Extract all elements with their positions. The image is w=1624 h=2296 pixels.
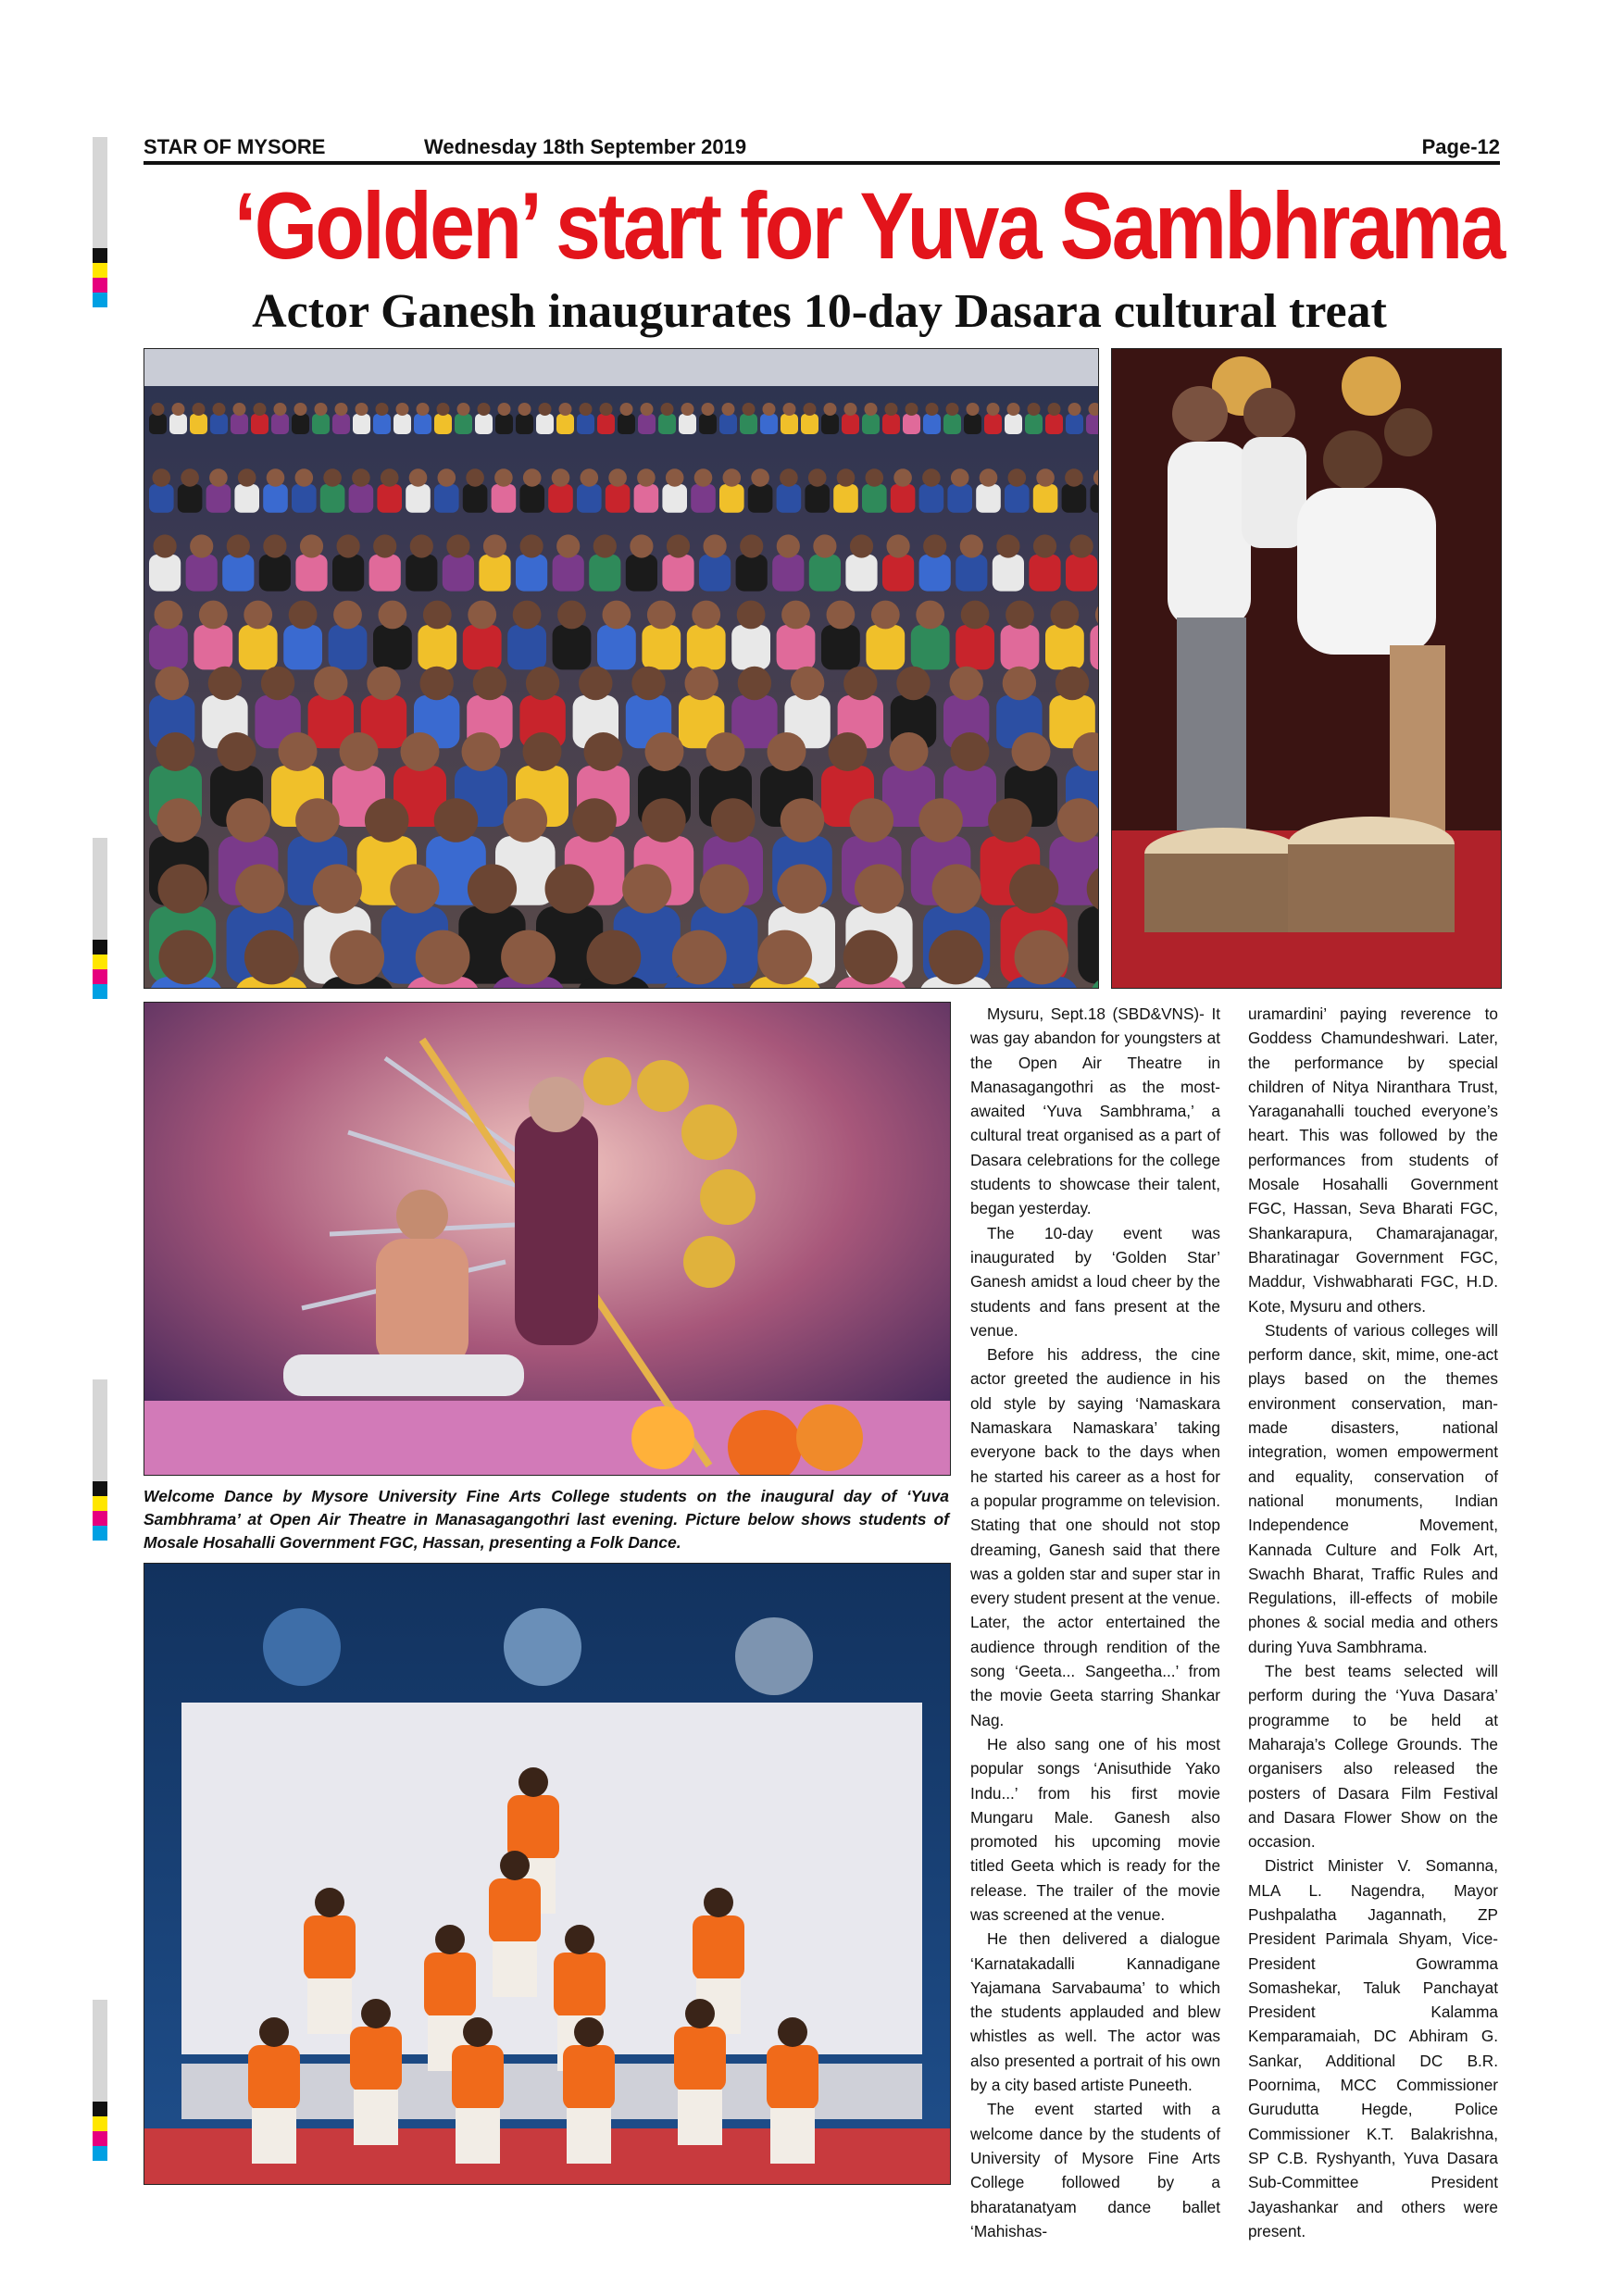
article-paragraph: He also sang one of his most popular songs ‘Anisuthide Yako Indu...’ from his first movie Mungaru Male. Ganesh also promoted his upcoming movie titled Geeta which is ready for the release. The trailer of the movie was screened at the venue. [970,1734,1220,1924]
registration-bar-3 [93,1379,107,1541]
photo-drum-inauguration [1111,348,1502,989]
paper-name: STAR OF MYSORE [144,135,326,158]
article-paragraph: Students of various colleges will perform dance, skit, mime, one-act plays based on the themes environment conservation, man-made disasters, national integration, women empowerment and equality, conservation of national monuments, Indian Independence Movement, Kannada Culture and Folk Art, Swachh Bharat, Traffic Rules and Regulations, ill-effects of mobile phones & social media and others during Yuva Sambhrama. [1248,1320,1498,1656]
registration-bar-2 [93,838,107,999]
article-paragraph: uramardini’ paying reverence to Goddess Chamundeshwari. Later, the performance by special children of Nitya Niranthara Trust, Yaraganahalli touched everyone’s heart. This was followed by the performances from students of Mosale Hosahalli Government FGC, Hassan, Seva Bharati FGC, Shankarapura, Chamarajanagar, Bharatinagar Government FGC, Maddur, Vishwabharati FGC, H.D. Kote, Mysuru and others. [1248,1004,1498,1316]
photo-welcome-dance [144,1002,951,1476]
article-paragraph: The 10-day event was inaugurated by ‘Golden Star’ Ganesh amidst a loud cheer by the students and fans present at the venue. [970,1223,1220,1340]
issue-date: Wednesday 18th September 2019 [424,135,747,158]
article-paragraph: Before his address, the cine actor greeted the audience in his old style by saying ‘Namaskara Namaskara Namaskara’ taking everyone back to the days when he started his career as a host for a popular programme on television. Stating that one should not stop dreaming, Ganesh said that there was a golden star and super star in every student present at the venue. Later, the actor entertained the audience through rendition of the song ‘Geeta... Sangeetha...’ from the movie Geeta starring Shankar Nag. [970,1345,1220,1729]
article-paragraph: He then delivered a dialogue ‘Karnatakadalli Kannadigane Yajamana Sarvabauma’ to which the students applauded and blew whistles as well. The actor was also presented a portrait of his own by a city based artiste Puneeth. [970,1929,1220,2095]
article-paragraph: The best teams selected will perform during the ‘Yuva Dasara’ programme to be held at Maharaja’s College Grounds. The organisers also released the posters of Dasara Film Festival and Dasara Flower Show on the occasion. [1248,1662,1498,1852]
headline: ‘Golden’ start for Yuva Sambhrama [233,173,1504,279]
article-column-1 [970,1002,1220,2243]
article-paragraph: The event started with a welcome dance by the students of University of Mysore Fine Arts College followed by a bharatanatyam dance ballet ‘Mahishas- [970,2100,1220,2240]
article-paragraph: District Minister V. Somanna, MLA L. Nagendra, Mayor Pushpalatha Jagannath, ZP President Parimala Shyam, Vice-President Gowramma Somashekar, Taluk Panchayat President Kalamma Kemparamaiah, DC Abhiram G. Sankar, Additional DC B.R. Poornima, MCC Commissioner Gurudutta Hegde, Police Commissioner K.T. Balakrishna, SP C.B. Ryshyanth, Yuva Dasara Sub-Committee President Jayashankar and others were present. [1248,1856,1498,2240]
article-paragraph: Mysuru, Sept.18 (SBD&VNS)- It was gay abandon for youngsters at the Open Air Theatre in Manasagangothri as the most-awaited ‘Yuva Sambhrama,’ a cultural treat organised as a part of Dasara celebrations for the college students to showcase their talent, began yesterday. [970,1004,1220,1218]
photo-folk-dance [144,1563,951,2185]
registration-bar-1 [93,137,107,307]
article-column-2 [1248,1002,1498,2243]
registration-bar-4 [93,2000,107,2161]
photo-audience [144,348,1099,989]
masthead-rule [144,161,1500,165]
page-number: Page-12 [1421,135,1500,158]
masthead [144,133,1500,161]
subheadline: Actor Ganesh inaugurates 10-day Dasara cultural treat [252,285,1387,338]
photo-caption: Welcome Dance by Mysore University Fine Arts College students on the inaugural day of ‘Yuva Sambhrama’ at Open Air Theatre in Manasagangothri last evening. Picture below shows students of Mosale Hosahalli Government FGC, Hassan, presenting a Folk Dance. [144,1487,949,1552]
